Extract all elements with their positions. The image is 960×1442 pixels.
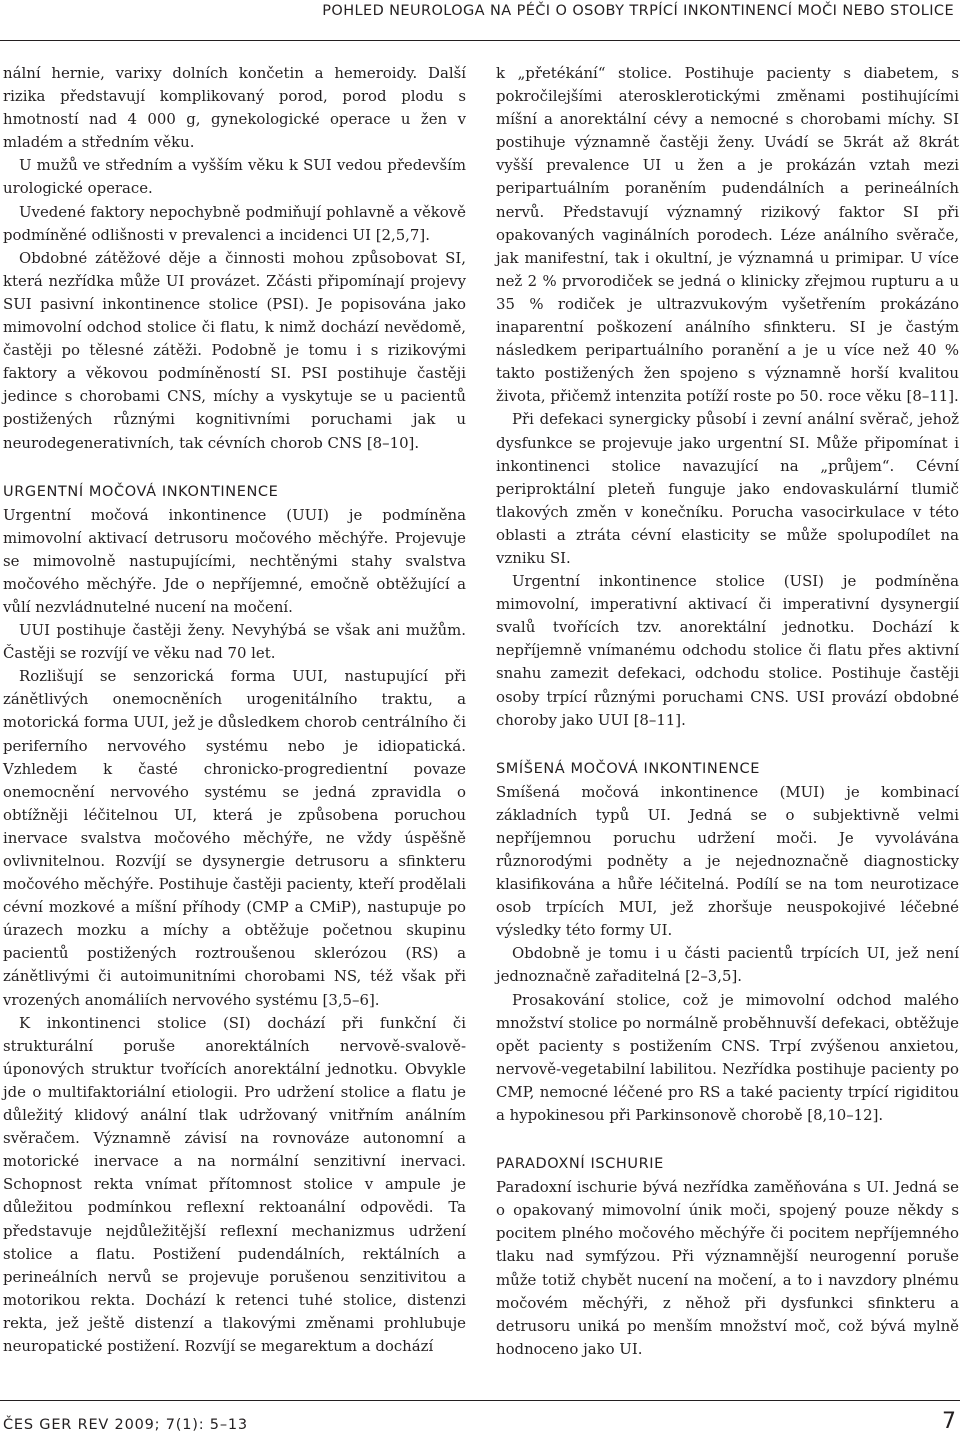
section-heading: PARADOXNÍ ISCHURIE: [496, 1156, 664, 1173]
body-paragraph: Paradoxní ischurie bývá nezřídka zaměňována s UI. Jedná se o opakovaný mimovolní únik moči, spojený pouze někdy s pocitem plného močového měchýře či pocitem nepříjemného tlaku nad symfýzou. Při významnější neurogenní poruše může totiž chybět nucení na močení, a to i navzdory plnému močovém měchýři, z něhož při dysfunkci sfinkteru a detrusoru uniká po menším množství moč, což bývá mylně hodnoceno jako UI.: [496, 1178, 959, 1358]
right-column: [496, 62, 959, 1361]
left-column: [3, 62, 466, 1358]
body-paragraph: Uvedené faktory nepochybně podmiňují pohlavně a věkově podmíněné odlišnosti v prevalenci a incidenci UI [2,5,7].: [3, 202, 466, 244]
running-header: [0, 0, 960, 28]
body-paragraph: Smíšená močová inkontinence (MUI) je kombinací základních typů UI. Jedná se o subjektivně velmi nepříjemnou poruchu udržení moči. Je vyvolávána různorodými podněty a je nejednoznačně diagnosticky klasifikována a hůře léčitelná. Podílí se na tom neurotizace osob trpících MUI, jež zhoršuje neuspokojivé léčebné výsledky této formy UI.: [496, 782, 959, 940]
body-paragraph: K inkontinenci stolice (SI) dochází při funkční či strukturální poruše anorektálních nervově-svalově-úponových struktur tvořících anorektální jednotku. Obvykle jde o multifaktoriální etiologii. Pro udržení stolice a flatu je důležitý klidový anální tlak udržovaný vnitřním análním svěračem. Významně závisí na rovnováze autonomní a motorické inervace a na normální senzitivní inervaci. Schopnost rekta vnímat přítomnost stolice v ampule je důležitou podmínkou reflexní rektoanální odpovědi. Ta představuje nejdůležitější reflexní mechanizmus udržení stolice a flatu. Postižení pudendálních, rektálních a perineálních nervů se projevuje porušenou senzitivitou a motorikou rekta. Dochází k retenci tuhé stolice, distenzi rekta, jež ještě distenzí a tlakovými změnami prohlubuje neuropatické postižení. Rozvíjí se megarektum a dochází: [3, 1013, 466, 1355]
body-paragraph: U mužů ve středním a vyšším věku k SUI vedou především urologické operace.: [3, 156, 466, 198]
body-paragraph: Urgentní močová inkontinence (UUI) je podmíněna mimovolní aktivací detrusoru močového měchýře. Projevuje se mimovolně nastupujícími, nechtěnými stahy svalstva močového měchýře. Jde o nepříjemné, emočně obtěžující a vůlí nezvládnutelné nucení na močení.: [3, 505, 466, 616]
body-paragraph: nální hernie, varixy dolních končetin a hemeroidy. Další rizika představují komplikovaný porod, porod plodu s hmotností nad 4 000 g, gynekologické operace u žen v mladém a středním věku.: [3, 64, 466, 152]
section-heading: SMÍŠENÁ MOČOVÁ INKONTINENCE: [496, 760, 761, 777]
section-heading: URGENTNÍ MOČOVÁ INKONTINENCE: [3, 483, 279, 500]
journal-citation: ČES GER REV 2009; 7(1): 5–13: [3, 1417, 248, 1433]
page-number: 7: [942, 1409, 956, 1434]
body-paragraph: Obdobné zátěžové děje a činnosti mohou způsobovat SI, která nezřídka může UI provázet. Zčásti připomínají projevy SUI pasivní inkontinence stolice (PSI). Je popisována jako mimovolní odchod stolice či flatu, k nimž dochází nevědomě, častěji po tělesné zátěži. Podobně je tomu i s rizikovými faktory a věkovou podmíněností SI. PSI postihuje častěji jedince s chorobami CNS, míchy a vyskytuje se u pacientů postižených různými kognitivními poruchami jak u neurodegenerativních, tak cévních chorob CNS [8–10].: [3, 248, 466, 452]
body-paragraph: Rozlišují se senzorická forma UUI, nastupující při zánětlivých onemocněních urogenitálního traktu, a motorická forma UUI, jež je důsledkem chorob centrálního či periferního nervového systému nebo je idiopatická. Vzhledem k časté chronicko-progredientní povaze onemocnění nervového systému se jedná zpravidla o obtížněji léčitelnou UI, která je způsobena poruchou inervace svalstva močového měchýře, ne vždy úspěšně ovlivnitelnou. Rozvíjí se dysynergie detrusoru a sfinkteru močového měchýře. Postihuje častěji pacienty, kteří prodělali cévní mozkové a míšní příhody (CMP a CMiP), nastupuje po úrazech mozku a míchy a obtěžuje početnou skupinu pacientů postižených roztroušenou sklerózou (RS) a zánětlivými či autoimunitními chorobami NS, též však při vrozených anomáliích nervového systému [3,5–6].: [3, 667, 466, 1009]
footer-divider: [0, 1400, 960, 1401]
body-paragraph: Prosakování stolice, což je mimovolní odchod malého množství stolice po normálně proběhnuvší defekaci, obtěžuje opět pacienty s postižením CNS. Trpí zvýšenou anxietou, nervově-vegetabilní labilitou. Nezřídka postihuje pacienty po CMP, nemocné léčené pro RS a také pacienty trpící rigiditou a hypokinesou při Parkinsonově chorobě [8,10–12].: [496, 990, 959, 1125]
body-paragraph: UUI postihuje častěji ženy. Nevyhýbá se však ani mužům. Častěji se rozvíjí ve věku nad 70 let.: [3, 621, 466, 663]
header-divider: [0, 40, 960, 41]
body-paragraph: Při defekaci synergicky působí i zevní anální svěrač, jehož dysfunkce se projevuje jako urgentní SI. Může připomínat i inkontinenci stolice navazující na „průjem“. Cévní periproktální pleteň funguje jako endovaskulární tlumič tlakových změn v konečníku. Porucha vasocirkulace v této oblasti a ztráta cévní elasticity se může spolupodílet na vzniku SI.: [496, 410, 959, 567]
running-title: POHLED NEUROLOGA NA PÉČI O OSOBY TRPÍCÍ INKONTINENCÍ MOČI NEBO STOLICE: [322, 3, 954, 19]
body-paragraph: Urgentní inkontinence stolice (USI) je podmíněna mimovolní, imperativní aktivací či imperativní dysynergií svalů tvořících tzv. anorektální jednotku. Dochází k nepříjemně vnímanému odchodu stolice či flatu přes aktivní snahu zamezit defekaci, odchodu stolice. Postihuje častěji osoby trpící různými poruchami CNS. USI provází obdobné choroby jako UUI [8–11].: [496, 572, 959, 729]
body-paragraph: Obdobně je tomu i u části pacientů trpících UI, jež není jednoznačně zařaditelná [2–3,5].: [496, 944, 959, 986]
body-paragraph: k „přetékání“ stolice. Postihuje pacienty s diabetem, s pokročilejšími aterosklerotickými změnami postihujícími míšní a anorektální cévy a nemocné s chorobami míchy. SI postihuje významně častěji ženy. Uvádí se 5krát až 8krát vyšší prevalence UI u žen a je prokázán vztah mezi peripartuálním poraněním pudendálních a perineálních nervů. Představují významný rizikový faktor SI při opakovaných vaginálních porodech. Léze análního svěrače, jak manifestní, tak i okultní, je významná u primipar. U více než 2 % prvorodiček se jedná o klinicky zřejmou rupturu a u 35 % rodiček je ultrazvukovým vyšetřením prokázáno inaparentní poškození análního sfinkteru. SI je častým následkem peripartuálního poranění a je u více než 40 % takto postižených žen spojeno s významně horší kvalitou života, přičemž intenzita potíží roste po 50. roce věku [8–11].: [496, 64, 959, 406]
